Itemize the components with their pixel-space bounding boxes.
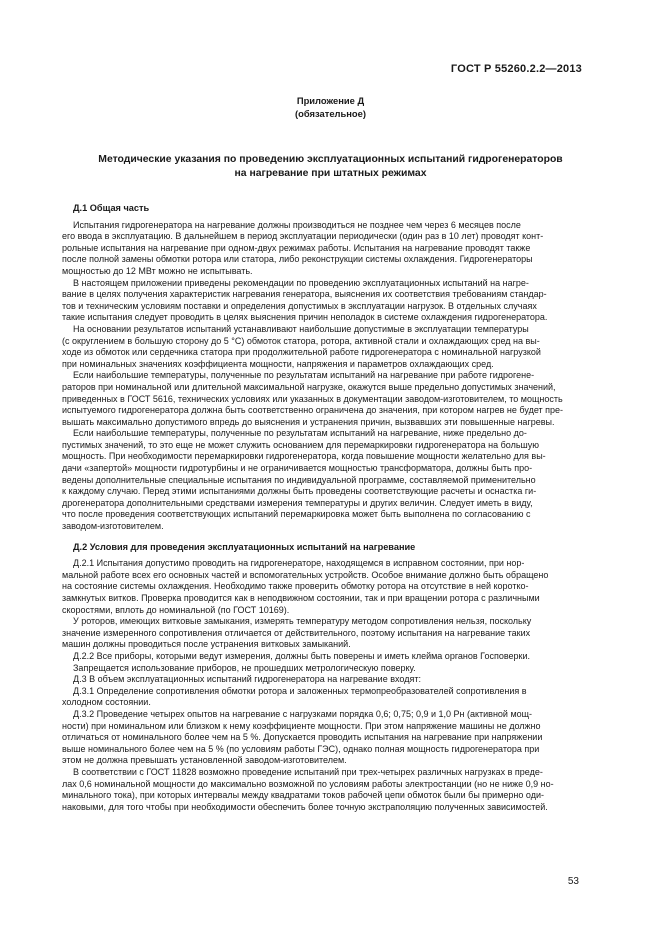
document-code: ГОСТ Р 55260.2.2—2013 — [450, 63, 582, 75]
paragraph: Если наибольшие температуры, полученные по результатам испытаний на нагревание при работе гидрогене- раторов при номинальной или длительной максимальной нагрузке, окажутся выше предельно допустимых значений, приведенных в ГОСТ 5616, технических условиях или указанных в документации заводом-изготовителем, то мощность испытуемого гидрогенератора должна быть соответственно ограничена до значения, при котором нагрев не будет пре- вышать максимально допустимого впредь до выяснения и устранения причин, вызвавших эти повышенные нагревы. — [62, 370, 564, 427]
paragraph: Если наибольшие температуры, полученные по результатам испытаний на нагревание, ниже предельно до- пустимых значений, то это еще не может служить основанием для перемаркировки гидрогенератора на большую мощность. При необходимости перемаркировки гидрогенератора, когда повышение мощности желательно для вы- дачи «запертой» мощности гидротурбины и не ограничивается мощностью трансформатора, должны быть про- ведены дополнительные специальные испытания по индивидуальной программе, составляемой применительно к каждому случаю. Перед этими испытаниями должны быть проведены соответствующие расчеты и оснастка ги- дрогенератора дополнительными средствами измерения температуры и других величин. Следует иметь в виду, что после проведения соответствующих испытаний перемаркировка может быть выполнена по согласованию с заводом-изготовителем. — [62, 428, 546, 532]
paragraph: Д.3.2 Проведение четырех опытов на нагревание с нагрузками порядка 0,6; 0,75; 0,9 и 1,0 Pн (активной мощ- ности) при номинальном или близком к нему коэффициенте мощности. При этом напряжение машины не должно отличаться от номинального более чем на 5 %. Допускается проводить испытания на нагревание при напряжении выше номинального более чем на 5 % (по условиям работы ГЭС), однако полная мощность гидрогенератора при этом не должна превышать установленной заводом-изготовителем. — [62, 708, 543, 766]
appendix-status: (обязательное) — [295, 108, 366, 119]
document-title: Методические указания по проведению эксплуатационных испытаний гидрогенераторов на нагревание при штатных режимах — [98, 154, 563, 179]
page-number: 53 — [567, 876, 579, 887]
paragraph: Испытания гидрогенератора на нагревание должны производиться не позднее чем через 6 месяцев после его ввода в эксплуатацию. В дальнейшем в период эксплуатации периодически (один раз в 10 лет) проводят конт- рольные испытания на нагревание при одном-двух режимах работы. Испытания на нагревание проводят также после полной замены обмотки ротора или статора, либо реконструкции системы охлаждения. Гидрогенераторы мощностью до 12 МВт можно не испытывать. — [62, 219, 544, 276]
paragraph: На основании результатов испытаний устанавливают наибольшие допустимые в эксплуатации температуры (с округлением в большую сторону до 5 °С) обмоток статора, ротора, активной стали и охлаждающих сред на вы- ходе из обмоток или сердечника статора при продолжительной работе гидрогенератора с номинальной нагрузкой при номинальных значениях коэффициента мощности, напряжения и параметров охлаждающих сред. — [62, 323, 541, 369]
paragraph: Д.2.1 Испытания допустимо проводить на гидрогенераторе, находящемся в исправном состоянии, при нор- мальной работе всех его основных частей и вспомогательных устройств. Особое внимание должно быть обращено на состояние системы охлаждения. Необходимо также проверить обмотку ротора на отсутствие в ней коротко- замкнутых витков. Проверка проводится как в неподвижном состоянии, так и при вращении ротора с различными скоростями, вплоть до номинальной (по ГОСТ 10169). — [62, 558, 549, 615]
paragraph: Запрещается использование приборов, не прошедших метрологическую поверку. — [73, 662, 416, 673]
section-2 — [62, 542, 584, 814]
section-1 — [62, 203, 584, 533]
appendix-block — [0, 94, 661, 120]
paragraph: В соответствии с ГОСТ 11828 возможно проведение испытаний при трех-четырех различных нагрузках в преде- лах 0,6 номинальной мощности до максимально возможной по условиям работы электростанции (но не ниже 0,9 но- минального тока), при которых интервалы между квадратами токов рабочей цепи обмоток были бы примерно оди- наковыми, для того чтобы при необходимости обеспечить более точную экстраполяцию полученных зависимостей. — [62, 766, 554, 812]
paragraph: В настоящем приложении приведены рекомендации по проведению эксплуатационных испытаний на нагре- вание в целях получения характеристик нагревания генератора, выяснения их соответствия требованиям стандар- тов и техническим условиям поставки и определения допустимых в эксплуатации нагрузок. В отдельных случаях такие испытания следует проводить в целях выяснения причин неполадок в системе охлаждения гидрогенератора. — [62, 277, 548, 323]
document-body — [62, 203, 584, 813]
paragraph: У роторов, имеющих витковые замыкания, измерять температуру методом сопротивления нельзя, поскольку значение измеренного сопротивления отличается от действительного, поэтому испытания на нагревание таких машин должны проводиться после устранения витковых замыканий. — [62, 616, 532, 650]
section-heading: Д.1 Общая часть — [73, 203, 150, 213]
paragraph: Д.2.2 Все приборы, которыми ведут измерения, должны быть поверены и иметь клейма органов Госповерки. — [73, 650, 530, 661]
paragraph: Д.3 В объем эксплуатационных испытаний гидрогенератора на нагревание входят: — [73, 674, 421, 685]
appendix-title: Приложение Д — [296, 95, 365, 106]
paragraph: Д.3.1 Определение сопротивления обмотки ротора и заложенных термопреобразователей сопротивления в холодном состоянии. — [62, 685, 527, 708]
section-heading: Д.2 Условия для проведения эксплуатационных испытаний на нагревание — [73, 541, 416, 552]
